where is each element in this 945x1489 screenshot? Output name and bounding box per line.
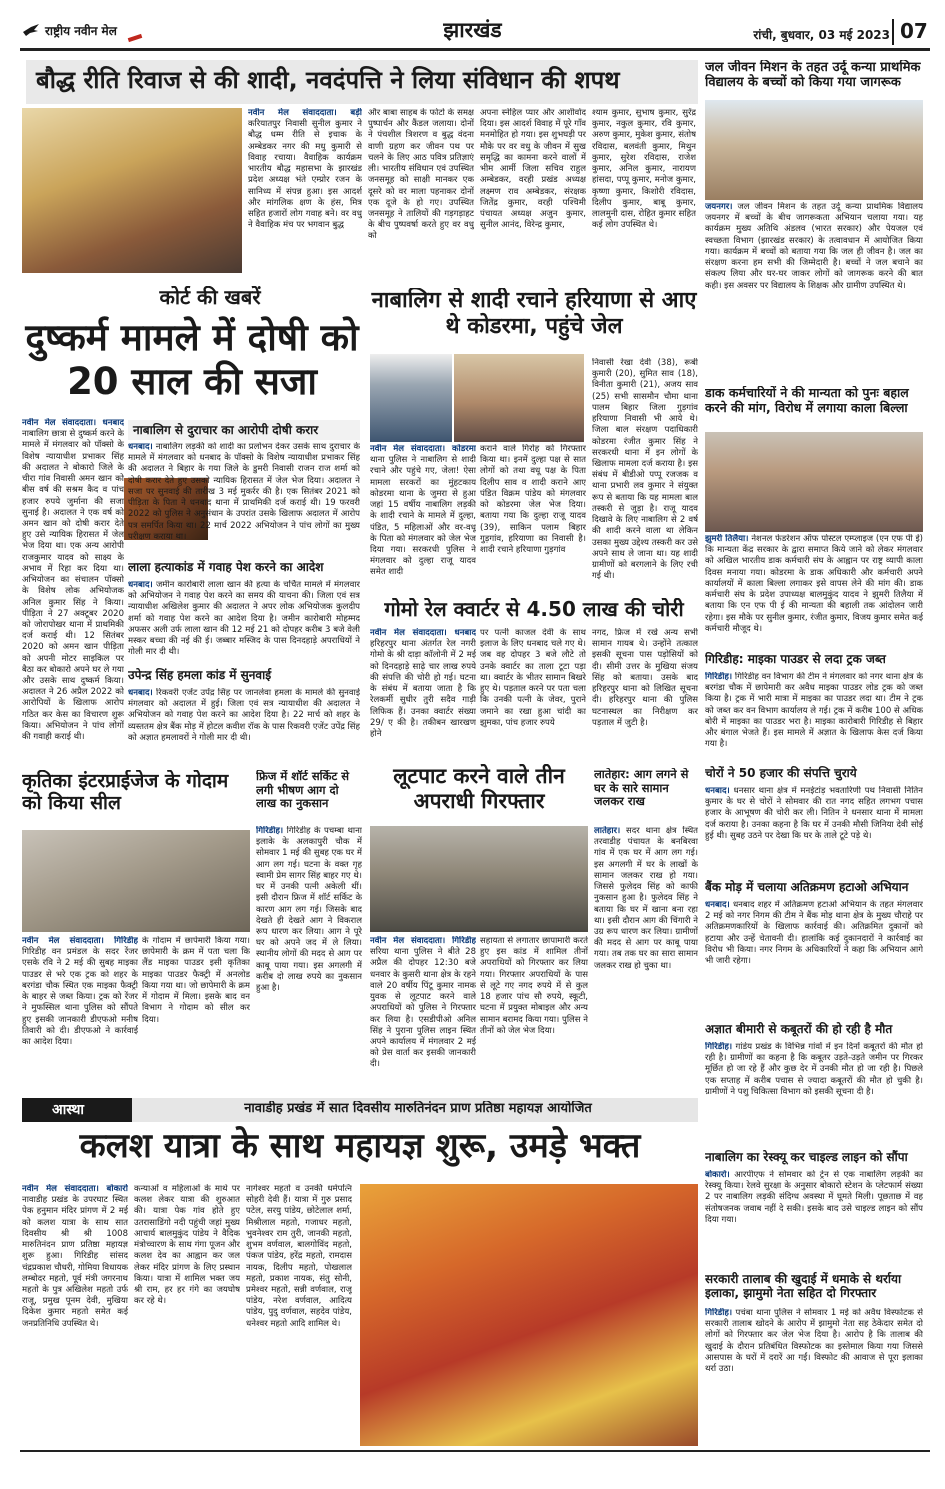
s15-headline: सरकारी तालाब की खुदाई में धमाके से थर्राया इलाका, झामुमो नेता सहित दो गिरफ्तार <box>705 1272 902 1301</box>
s6-headline: उपेन्द्र सिंह हमला कांड में सुनवाई <box>128 668 272 682</box>
s16-col-1-text: गिरिडीह वन प्रमंडल के सदर रेंजर एसके रवि ने 2 मई की सुबह माइका पाउडर से भरे एक ट्रक को शहर के बरगंडा चौक स्थित एक माइका फैक्ट्री के बाहर से जब्त किया। ट्रक को रेंजर ने मुफस्सिल थाना पुलिस को सौंपते हुए इसकी जानकारी डीएफओ मनीष तिवारी को दी। डीएफओ ने कार्रवाई का आदेश दिया। <box>22 947 138 1047</box>
s10-body <box>705 672 923 762</box>
kalash-yatra-photo <box>360 1184 698 1446</box>
s5-dateline: धनबाद। <box>128 580 153 590</box>
s18-col-2: सहायता से लगातार छापामारी करते हुए इस कांड में शामिल तीनों अपराधियों को गिरफ्तार कर लिया गया। गिरफ्तार अपराधियों के पास से लूटे गए नगद रुपये में से कुल 18 हजार पांच सौ रुपये, स्कूटी, घटना में प्रयुक्त मोबाइल और अन्य सामान बरामद किया गया। पुलिस ने तीनों को जेल भेज दिया। <box>480 936 588 1036</box>
s17-body <box>256 826 362 1086</box>
s19-dateline: लातेहार। <box>594 826 621 836</box>
s14-headline: नाबालिग का रेस्क्यू कर चाइल्ड लाइन को सौंपा <box>705 1150 908 1164</box>
s7-col-1-text: थाना पुलिस ने नाबालिग से शादी रचाने और पहुंचे गए, जेला! ऐसा मामला सरकरों का मुंहटकाय कोडरमा थाना के जुमरा से हुआ जहां 15 वर्षीय नाबालिग लड़की के शादी रचाने के मामले में दुल्हा, पंडित, 5 महिलाओं और वर-वधू के पिता को मंगलवार को जेल भेज दिया गया। सरकरधी पुलिस ने मंगलवार को दुल्हा राजू यादव समेत शादी <box>370 455 476 578</box>
s7-headline: नाबालिग से शादी रचाने हरियाणा से आए थे कोडरमा, पहुंचे जेल <box>371 288 697 339</box>
s12-body <box>705 900 923 1018</box>
s3-byline: नवीन मेल संवाददाता। धनबाद <box>22 418 124 428</box>
s16-byline: नवीन मेल संवाददाता। गिरिडीह <box>22 936 138 946</box>
s8-body <box>705 534 923 650</box>
s7-byline: नवीन मेल संवाददाता। कोडरमा <box>370 444 476 454</box>
godown-photo <box>22 830 250 932</box>
s2-dateline: जयनगर। <box>705 202 733 212</box>
s15-body <box>705 1308 923 1444</box>
s9-col-1-text: हरिहरपुर थाना अंतर्गत रेल नगरी गोमो के श्री दाड़ा कॉलोनी में 2 मई को दिनदहाड़े साढ़े चार लाख रुपये की संपत्ति की चोरी हो गई। घटना के संबंध में बताया जाता है कि रेलकर्मी सुधीर तुरी सदैव गाड़ी लिफिक हैं। उनका क्वार्टर संख्या 29/ ए की है। तकीबन खारखण होने <box>370 639 476 739</box>
s11-body <box>705 786 923 876</box>
s8-body-text: नेशनल फेडरेशन ऑफ पोस्टल एम्प्लाइज (एन एफ पी ई) कि मान्यता केंद्र सरकार के द्वारा समाप्त किये जाने को लेकर मंगलवार को अखिल भारतीय डाक कर्मचारी संघ के आह्वान पर राष्ट्र व्यापी काला दिवस मनाया गया। कोडरमा के डाक अधिकारी और कर्मचारी अपने कार्यालयों में काला बिल्ला लगाकर इसे वापस लेने की मांग की। डाक कर्मचारी संघ के प्रदेश उपाध्यक्ष बालमुकुंद यादव ने झुमरी तिलैया में बताया कि एन एफ पी ई की मान्यता की बहाली तक आंदोलन जारी रहेगा। इस मौके पर सुनील कुमार, रंजीत कुमार, विजय कुमार समेत कई कर्मचारी मौजूद थे। <box>705 534 923 634</box>
s11-dateline: धनबाद। <box>705 786 730 796</box>
s9-col-1 <box>370 628 476 758</box>
s1-headline: बौद्ध रीति रिवाज से की शादी, नवदंपत्ति ने लिया संविधान की शपथ <box>26 60 698 104</box>
s13-dateline: गिरिडीह। <box>705 1042 733 1052</box>
s20-col-3: नागेश्वर महतो व उनकी धर्मपत्नि सोहरी देवी हैं। यात्रा में गुरु प्रसाद पटेल, सरयु पांडेय, छोटेलाल शर्मा, मिश्रीलाल महतो, गजाधर महतो, भुवनेश्वर राम तुरी, जानकी महतो, शुभम वर्णवाल, बालगोविंद महतो, पंकज पांडेय, हरेंद्र महतो, रामदास नायक, दिलीप महतो, पोखलाल महतो, प्रकाश नायक, संतु सोनी, प्रमेश्वर महतो, सन्नी वर्णवाल, राजू पांडेय, नरेश वर्णवाल, आदित्य पांडेय, पुदु वर्णवाल, सहदेव पांडेय, धनेश्वर महतो आदि शामिल थे। <box>246 1184 352 1329</box>
s2-body-text: जल जीवन मिशन के तहत उर्दू कन्या प्राथमिक विद्यालय जयनगर में बच्चों के बीच जागरूकता अभियान चलाया गया। यह कार्यक्रम मुख्य अतिथि अंडलव (भारत सरकार) और पेयजल एवं स्वच्छता विभाग (झारखंड सरकार) के तत्वावधान में आयोजित किया गया। कार्यक्रम में बच्चों को बताया गया कि जल ही जीवन है। जल का संरक्षण करना हम सभी की जिम्मेदारी है। बच्चों ने जल बचाने का संकल्प लिया और घर-घर जाकर लोगों को जागरूक करने की बात कही। इस अवसर पर विद्यालय के शिक्षक और ग्रामीण उपस्थित थे। <box>705 202 923 291</box>
s12-dateline: धनबाद। <box>705 900 730 910</box>
s20-byline: नवीन मेल संवाददाता। बोकारो <box>22 1184 128 1194</box>
s10-dateline: गिरिडीह। <box>705 672 733 682</box>
s3-col-1-text: नाबालिग छात्रा से दुष्कर्म करने के मामले में मंगलवार को पॉक्सो के विशेष न्यायाधीश प्रभाकर सिंह की अदालत ने बोकारो जिले के चीरा गांव निवासी अमन खान को बीस वर्ष की सश्रम कैद व पांच हजार रुपये जुर्माना की सजा सुनाई है। अदालत ने एक वर्ष को अमन खान को दोषी करार देते हुए उसे न्यायिक हिरासत में जेल भेज दिया था। एक अन्य आरोपी राजकुमार यादव को साक्ष्य के अभाव में रिहा कर दिया था। अभियोजन का संचालन पॉक्सो के विशेष लोक अभियोजक अनिल कुमार सिंह ने किया। पीड़िता ने 27 अक्टूबर 2020 को जोरापोखर थाना में प्राथमिकी दर्ज कराई थी। 12 सितंबर 2020 को अमन खान पीड़िता को अपनी मोटर साइकिल पर बैठा कर बोकारो अपने घर ले गया और उसके साथ दुष्कर्म किया। अदालत ने 26 अप्रैल 2022 को आरोपियों के खिलाफ आरोप गठित कर केस का विचारण शुरू किया। अभियोजन ने पांच लोगों की गवाही कराई थी। <box>22 429 124 743</box>
s16-col-1 <box>22 936 138 1086</box>
s13-headline: अज्ञात बीमारी से कबूतरों की हो रही है मौत <box>705 1022 893 1036</box>
s20-headline: कलश यात्रा के साथ महायज्ञ शुरू, उमड़े भक्त <box>79 1126 641 1166</box>
postal-protest-photo <box>705 432 923 532</box>
s20-col-1-text: नावाडीह प्रखंड के उपरघाट स्थित पेक हनुमान मंदिर प्रांगण में 2 मई को कलश यात्रा के साथ सात दिवसीय श्री श्री 1008 मारुतिनंदन प्राण प्रतिष्ठा महायज्ञ शुरू हुआ। गिरिडीह सांसद चंद्रप्रकाश चौधरी, गोमिया विधायक लम्बोदर महतो, पूर्व मंत्री जगरनाथ महतो के पुत्र अखिलेश महतो उर्फ राजू, प्रमुख पूनम देवी, मुखिया दिकेश कुमार महतो समेत कई जनप्रतिनिधि उपस्थित थे। <box>22 1195 128 1329</box>
paper-logo <box>22 20 172 40</box>
kodarma-group-photo <box>454 354 584 442</box>
s1-col-3: अपना स्नेहिल प्यार और आशीर्वाद दिया। इस आदर्श विवाह में पूरे गाँव मनमोहित हो गया। इस शुभघड़ी पर मौके पर वर वधु के जीवन में सुख समृद्धि का कामना करने वालों में भीम आर्मी जिला सचिव राहुल अम्बेडकर, वरही प्रखंड अध्यक्ष लक्ष्मण राव अम्बेडकर, संरक्षक जितेंद्र कुमार, वरही पश्चिमी पंचायत अध्यक्ष अजुन कुमार, सुनील आनंद, विरेन्द्र कुमार, <box>480 108 586 231</box>
s9-byline: नवीन मेल संवाददाता। धनबाद <box>370 628 476 638</box>
s8-dateline: झुमरी तिलैया। <box>705 534 749 544</box>
s1-col-4: श्याम कुमार, सुभाष कुमार, सुरेंद्र कुमार, नकुल कुमार, रवि कुमार, अरुण कुमार, मुकेश कुमार, संतोष रविदास, बलवंती कुमार, मिथुन कुमार, सुरेश रविदास, राजेश कुमार, अनिल कुमार, नारायण हांसदा, पप्पू कुमार, मनोज कुमार, कृष्णा कुमार, किशोरी रविदास, दिलीप कुमार, बाबू कुमार, लालमुनी दास, रोहित कुमार सहित कई लोग उपस्थित थे। <box>592 108 696 231</box>
s1-col-1 <box>248 108 362 274</box>
s18-col-1 <box>370 936 476 1086</box>
s17-dateline: गिरिडीह। <box>256 826 284 836</box>
s12-body-text: धनबाद शहर में अतिक्रमण हटाओ अभियान के तहत मंगलवार 2 मई को नगर निगम की टीम ने बैंक मोड़ थाना क्षेत्र के मुख्य चौराहे पर अतिक्रमणकारियों के खिलाफ कार्रवाई की। अतिक्रमित दुकानों को हटाया और उन्हें चेतावनी दी। हालांकि कई दुकानदारों ने कार्रवाई का विरोध भी किया। नगर निगम के अधिकारियों ने कहा कि अभियान आगे भी जारी रहेगा। <box>705 900 923 967</box>
s14-dateline: बोकारो। <box>705 1170 730 1180</box>
s8-headline: डाक कर्मचारियों ने की मान्यता को पुनः बहाल करने की मांग, विरोध में लगाया काला बिल्ला <box>705 386 909 415</box>
s14-body-text: आरपीएफ ने सोमवार को ट्रेन से एक नाबालिग लड़की का रेस्क्यू किया। रेलवे सुरक्षा के अनुसार बोकारो स्टेशन के प्लेटफार्म संख्या 2 पर नाबालिग लड़की संदिग्ध अवस्था में घूमते मिली। पूछताछ में वह संतोषजनक जवाब नहीं दे सकी। इसके बाद उसे चाइल्ड लाइन को सौंप दिया गया। <box>705 1170 923 1225</box>
arrest-photo <box>370 826 588 932</box>
wedding-photo <box>22 108 242 273</box>
s9-col-2: पर पत्नी काजल देवी के साथ इलाज के लिए धनबाद चले गए थे। जब वह दोपहर 3 बजे लौटे तो उनके क्वार्टर का ताला टूटा पड़ा था। क्वार्टर के भीतर सामान बिखरे हुए थे। पड़ताल करने पर पता चला कि उनकी पत्नी के जेवर, पुराने जमाने का रखा हुआ चांदी का झुमका, पांच हजार रुपये <box>480 628 586 728</box>
s4-body-text: नाबालिग लड़की को शादी का प्रलोभन देकर उसके साथ दुराचार के मामले में मंगलवार को धनबाद के पॉक्सो के विशेष न्यायाधीश प्रभाकर सिंह की अदालत ने बिहार के गया जिले के डुमरी निवासी राजन राज शर्मा को दोषी करार देते हुए उसको न्यायिक हिरासत में जेल भेज दिया। अदालत ने सजा पर सुनवाई की तारीख 3 मई मुकर्रर की है। एक सितंबर 2021 को पीड़िता के पिता ने धनबाद थाना में प्राथमिकी दर्ज कराई थी। 19 फरवरी 2022 को पुलिस ने अनुसंधान के उपरांत उसके खिलाफ अदालत में आरोप पत्र समर्पित किया था। 22 मार्च 2022 अभियोजन ने पांच लोगों का मुख्य परीक्षण कराया था। <box>128 442 360 542</box>
s17-body-text: गिरिडीह के पचम्बा थाना इलाके के अलकापुरी चौक में सोमवार 1 मई की सुबह एक घर में आग लग गई। घटना के वक्त गृह स्वामी प्रेम सागर सिंह बाहर गए थे। घर में उनकी पत्नी अकेली थीं। इसी दौरान फ्रिज में शॉर्ट सर्किट के कारण आग लग गई। जिसके बाद देखते ही देखते आग ने विकराल रूप धारण कर लिया। आग ने पूरे घर को अपने जद में ले लिया। स्थानीय लोगों की मदद से आग पर काबू पाया गया। इस अगलगी में करीब दो लाख रुपये का नुकसान हुआ है। <box>256 826 362 994</box>
s19-body <box>594 826 698 1086</box>
s10-body-text: गिरिडीह वन विभाग की टीम ने मंगलवार को नगर थाना क्षेत्र के बरगंडा चौक में छापेमारी कर अवैध माइका पाउडर लोड ट्रक को जब्त किया है। ट्रक में भारी मात्रा में माइका का पाउडर लदा था। टीम ने ट्रक को जब्त कर वन विभाग कार्यालय ले गई। ट्रक में करीब 100 से अधिक बोरी में माइका का पाउडर भरा है। माइका कारोबारी गिरिडीह से बिहार और बंगाल भेजते हैं। इस मामले में अज्ञात के खिलाफ केस दर्ज किया गया है। <box>705 672 923 750</box>
s16-col-2: के गोदाम में छापेमारी किया गया। छापेमारी के क्रम में पता चला कि लैंड माइका पाउडर इसी कृतिका माइका पाउडर फैक्ट्री में अनलोड किया गया था। जो छापेमारी के क्रम में गोदाम में मिला। इसके बाद वन विभाग ने गोदाम को सील कर दिया। <box>142 936 250 1025</box>
masthead-rule <box>20 48 930 51</box>
s4-dateline: धनबाद। <box>128 442 153 452</box>
bird-icon <box>22 23 40 37</box>
s1-col-1-text: करियातपुर निवासी सुनील कुमार ने बौद्ध धम्म रीति से इचाक के अम्बेडकर नगर की मधु कुमारी से विवाह रचाया। वैवाहिक कार्यक्रम भारतीय बौद्ध महासभा के झारखंड प्रदेश अध्यक्ष भंते एम्प्रोर रजन के सानिध्य में संपन्न हुआ। इस आदर्श और मांगलिक क्षण के हंस, मित्र सहित हजारों लोग गवाह बने। वर वधु ने वैवाहिक मंच पर भगवान बुद्ध <box>248 119 362 231</box>
s18-col-1-text: सरिया थाना पुलिस ने बीते 28 अप्रैल की दोपहर 12:30 बजे धनवार के कुसरी थाना क्षेत्र के रहने वाले 20 वर्षीय पिंटू कुमार नामक युवक से लूटपाट करने वाले अपराधियों को पुलिस ने गिरफ्तार कर लिया है। एसडीपीओ अनिल सिंह ने पुराना पुलिस लाइन स्थित अपने कार्यालय में मंगलवार 2 मई को प्रेस वार्ता कर इसकी जानकारी दी। <box>370 947 476 1070</box>
s20-col-1 <box>22 1184 128 1446</box>
s19-headline: लातेहार: आग लगने से घर के सारे सामान जलकर राख <box>594 768 689 809</box>
s14-body <box>705 1170 923 1268</box>
s7-col-3: निवासी रेखा देवी (38), रूबी कुमारी (20), सुमित साव (18), विनीता कुमारी (21), अजय साव (25) सभी सासमौन चौमा थाना पालम बिहार जिला गुड़गांव हरियाणा निवासी भी आये थे। जिला बाल संरक्षण पदाधिकारी कोडरमा रंजीत कुमार सिंह ने सरकरधी थाना में इन लोगों के खिलाफ मामला दर्ज कराया है। इस संबंध में बीडीओ पप्पू रजजक व थाना प्रभारी लव कुमार ने संयुक्त रूप से बताया कि यह मामला बाल तस्करी से जुड़ा है। राजू यादव दिखावे के लिए नाबालिग से 2 वर्ष की शादी करने वाला था लेकिन उसका मुख्य उद्देश्य तस्करी कर उसे अपने साथ ले जाना था। यह शादी ग्रामीणों को बरगलाने के लिए रची गई थी। <box>592 358 698 582</box>
paper-name: राष्ट्रीय नवीन मेल <box>45 23 117 38</box>
masthead <box>0 0 945 50</box>
kodarma-person-photo <box>370 354 452 442</box>
s9-col-3: नगद, फ्रिज में रखे अन्य सभी सामान गायब थे। उन्होंने तत्काल इसकी सूचना पास पड़ोसियों को दी। सीमी उत्तर के मुखिया संजय सिंह को बताया। उसके बाद हरिहरपुर थाना को लिखित सूचना दी। हरिहरपुर थाना की पुलिस घटनास्थल का निरीक्षण कर पड़ताल में जुटी है। <box>592 628 698 728</box>
s15-body-text: पचंबा थाना पुलिस ने सोमवार 1 मई को अवैध विस्फोटक से सरकारी तालाब खोदने के आरोप में झामुमो नेता सह ठेकेदार समेत दो लोगों को गिरफ्तार कर जेल भेज दिया है। आरोप है कि तालाब की खुदाई के दौरान प्रतिबंधित विस्फोटक का इस्तेमाल किया गया जिससे आसपास के घरों में दरारें आ गईं। विस्फोट की आवाज से पूरा इलाका थर्रा उठा। <box>705 1308 923 1375</box>
s7-col-1 <box>370 444 476 590</box>
s9-headline: गोमो रेल क्वार्टर से 4.50 लाख की चोरी <box>384 598 684 621</box>
s5-body-text: जमीन कारोबारी लाला खान की हत्या के चर्चित मामले में मंगलवार को अभियोजन ने गवाह पेश करने का समय की याचना की। जिला एवं सत्र न्यायाधीश अखिलेश कुमार की अदालत ने अपर लोक अभियोजक कुलदीप शर्मा को गवाह पेश करने का आदेश दिया है। जमीन कारोबारी मोहम्मद अफसर अली उर्फ लाला खान की 12 मई 21 को दोपहर करीब 3 बजे वेली मस्कर बच्चा की नई की ई। जब्बार मस्जिद के पास दिनदहाड़े अपराधियों ने गोली मार दी थी। <box>128 580 360 658</box>
s15-dateline: गिरिडीह। <box>705 1308 733 1318</box>
page-number: 07 <box>892 19 932 45</box>
section-title: झारखंड <box>443 18 502 42</box>
s11-body-text: धनसार थाना क्षेत्र में मनईटांड़ भवतारिणी पथ निवासी नितिन कुमार के घर से चोरों ने सोमवार की रात नगद सहित लगभग पचास हजार के आभूषण की चोरी कर ली। नितिन ने धनसार थाना में मामला दर्ज कराया है। उनका कहना है कि घर में उनकी मौसी जिनिया देवी सोई हुई थी। सुबह उठने पर देखा कि घर के ताले टूटे पड़े थे। <box>705 786 923 841</box>
aastha-tag: आस्था <box>22 1098 132 1122</box>
s6-body <box>128 688 360 758</box>
s17-headline: फ्रिज में शॉर्ट सर्किट से लगी भीषण आग दो लाख का नुकसान <box>256 770 350 811</box>
dateline: रांची, बुधवार, 03 मई 2023 <box>753 28 890 42</box>
s4-headline: नाबालिग से दुराचार का आरोपी दोषी करार <box>128 420 360 440</box>
s2-headline: जल जीवन मिशन के तहत उर्दू कन्या प्राथमिक विद्यालय के बच्चों को किया गया जागरूक <box>705 60 921 91</box>
s1-byline: नवीन मेल संवाददाता। बड़ी <box>248 108 362 118</box>
s5-headline: लाला हत्याकांड में गवाह पेश करने का आदेश <box>128 560 324 574</box>
s19-body-text: सदर थाना क्षेत्र स्थित तरवाडीह पंचायत के बनबिरवा गांव में एक घर में आग लग गई। इस अगलगी में घर के लाखों के सामान जलकर राख हो गया। जिससे फुलेदव सिंह को काफी नुकसान हुआ है। फुलेदव सिंह ने बताया कि घर में खाना बना रहा था। इसी दौरान आग की चिंगारी ने उग्र रूप धारण कर लिया। ग्रामीणों की मदद से आग पर काबू पाया गया। तब तक घर का सारा सामान जलकर राख हो चुका था। <box>594 826 698 971</box>
s18-byline: नवीन मेल संवाददाता। गिरिडीह <box>370 936 476 946</box>
court-kicker: कोर्ट की खबरें <box>159 286 261 309</box>
s13-body-text: गांडेय प्रखंड के विभिन्न गांवों में इन दिनों कबूतरों की मौत हो रही है। ग्रामीणों का कहना है कि कबूतर उड़ते-उड़ते जमीन पर गिरकर मूर्छित हो जा रहे हैं और कुछ देर में उनकी मौत हो जा रही है। पिछले एक सप्ताह में करीब पचास से ज्यादा कबूतरों की मौत हो चुकी है। ग्रामीणों ने पशु चिकित्सा विभाग को इसकी सूचना दी है। <box>705 1042 923 1097</box>
s20-subhead: नावाडीह प्रखंड में सात दिवसीय मारुतिनंदन प्राण प्रतिष्ठा महायज्ञ आयोजित <box>244 1101 592 1116</box>
jal-jeevan-photo <box>705 100 923 200</box>
s6-body-text: रिकवरी एजेंट उपेंद्र सिंह पर जानलेवा हमला के मामले की सुनवाई मंगलवार को अदालत में हुई। जिला एवं सत्र न्यायाधीश की अदालत ने अभियोजन को गवाह पेश करने का आदेश दिया है। 22 मार्च को शहर के व्यस्ततम क्षेत्र बैंक मोड़ में होटल कवीश रॉक के पास रिकवरी एजेंट उपेंद्र सिंह को अज्ञात हमलावरों ने गोली मार दी थी। <box>128 688 360 743</box>
s18-headline: लूटपाट करने वाले तीन अपराधी गिरफ्तार <box>393 764 565 813</box>
s4-body <box>128 442 360 552</box>
s3-headline: दुष्कर्म मामले में दोषी को 20 साल की सजा <box>25 316 359 403</box>
s7-col-2: कराने वाले गिरोह को गिरफ्तार किया था। इनमें दुल्हा पक्ष से सात लोगों को तथा वधू पक्ष के पिता दिलीप साव व शादी कराने आए पंडित विक्रम पांडेय को मंगलवार को कोडरमा जेल भेज दिया। बताया गया कि दुल्हा राजू यादव (39), साकिन पलाम बिहार गुड़गांव, हरियाणा का निवासी है। शादी रचाने हरियाणा गुड़गांव <box>480 444 586 555</box>
s1-col-2: और बाबा साहब के फोटो के समक्ष पुष्पार्चन और कैंडल जलाया। दोनों ने पंचशील त्रिशरण व बुद्ध वंदना वाणी ग्रहण कर जीवन पथ पर चलने के लिए आठ पवित्र प्रतिज्ञाएं ली। भारतीय संविधान एवं उपस्थित जनसमूह को साक्षी मानकर एक दूसरे को वर माला पहनाकर दोनों एक दूजे के हो गए। उपस्थित जनसमूह ने तालियों की गड़गड़ाहट के बीच पुष्पवर्षा करते हुए वर वधु को <box>368 108 474 242</box>
bottom-rule <box>20 1450 930 1452</box>
s13-body <box>705 1042 923 1146</box>
s6-dateline: धनबाद। <box>128 688 153 698</box>
s11-headline: चोरों ने 50 हजार की संपत्ति चुराये <box>705 766 857 780</box>
s5-body <box>128 580 360 664</box>
s10-headline: गिरिडीह: माइका पाउडर से लदा ट्रक जब्त <box>705 652 886 666</box>
s20-col-2: कन्याओं व महिलाओं के माथे पर कलश लेकर यात्रा की शुरुआत की। यात्रा पेक गांव होते हुए उतरासाडिंगो नदी पहुंची जहां मुख्य आचार्य बालमुकुंद पांडेय ने वैदिक मंत्रोच्चारण के साथ गंगा पूजन और कलश देव का आह्वान कर जल लेकर मंदिर प्रांगण के लिए प्रस्थान किया। यात्रा में शामिल भक्त जय श्री राम, हर हर गंगे का जयघोष कर रहे थे। <box>134 1184 240 1307</box>
s12-headline: बैंक मोड़ में चलाया अतिक्रमण हटाओ अभियान <box>705 880 909 894</box>
s2-body <box>705 202 923 382</box>
s16-headline: कृतिका इंटरप्राईजेज के गोदाम को किया सील <box>22 770 229 815</box>
